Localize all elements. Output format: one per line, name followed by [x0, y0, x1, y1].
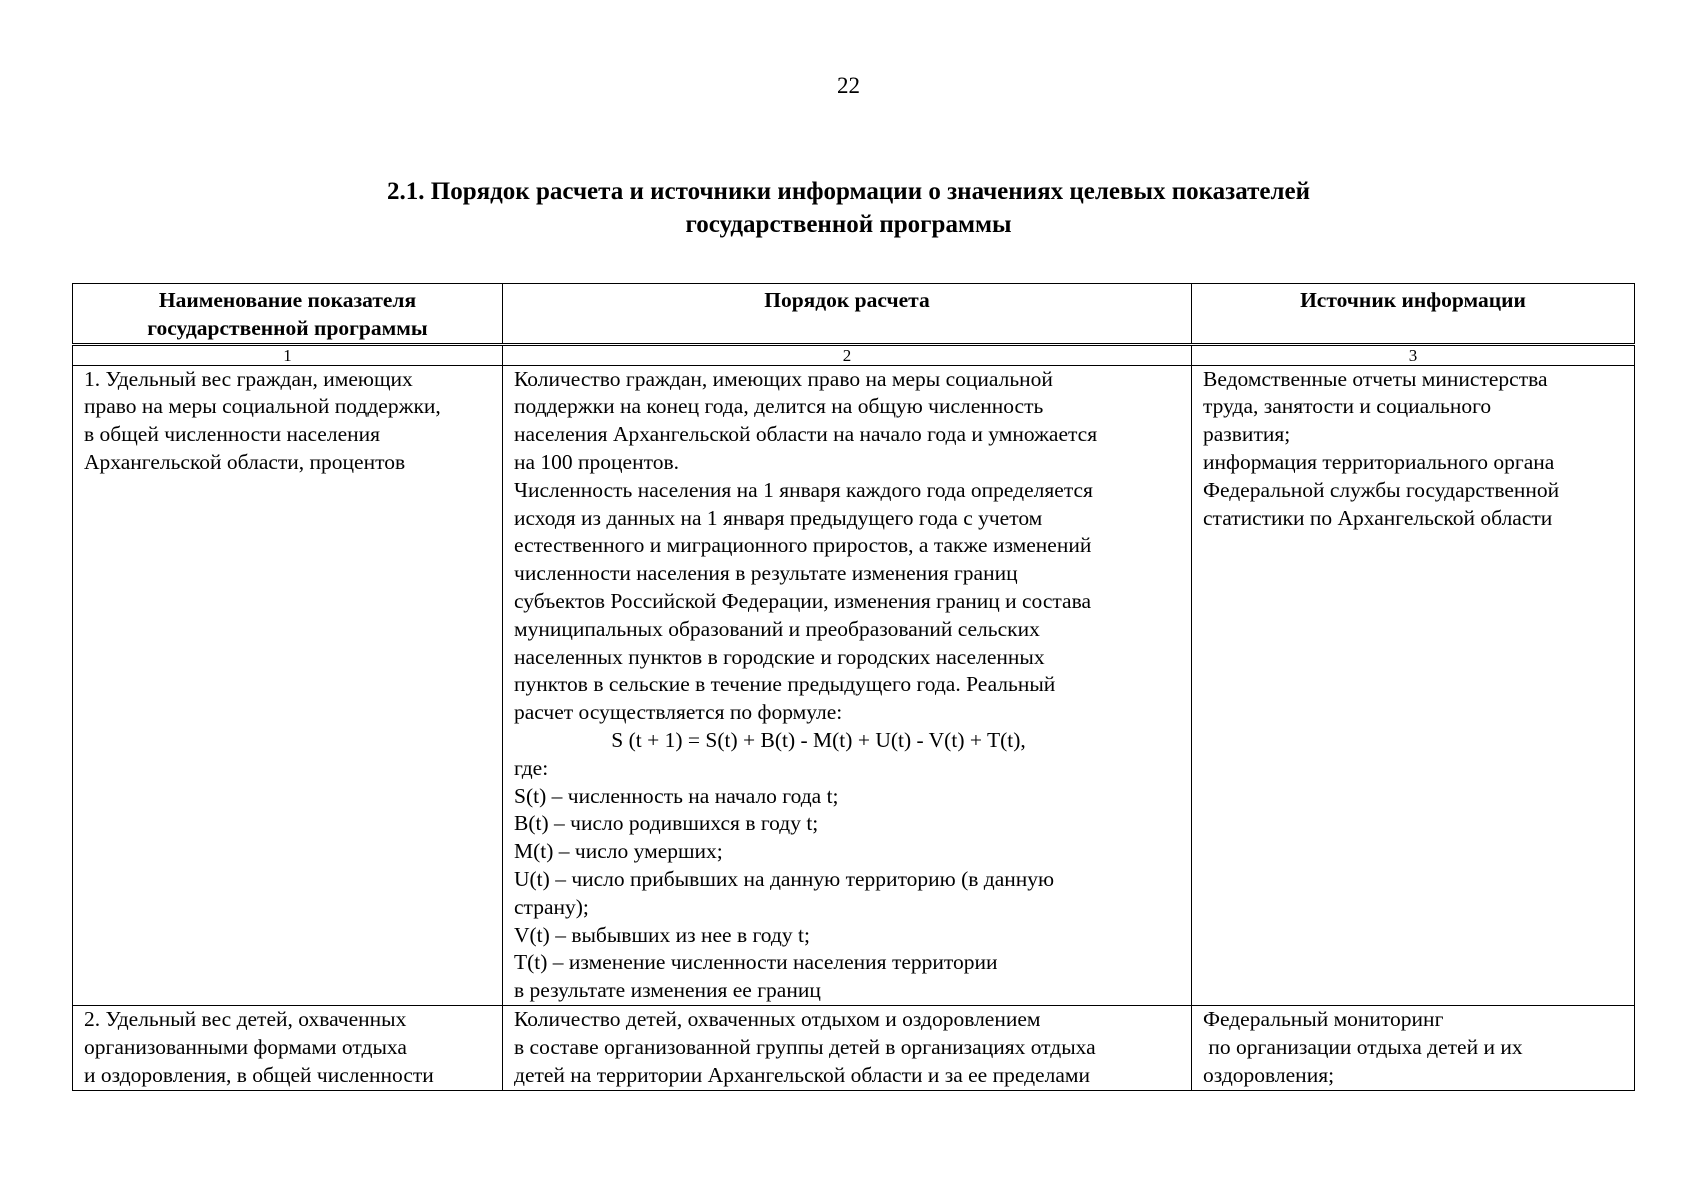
- text-line: в результате изменения ее границ: [514, 978, 821, 1003]
- text-line: естественного и миграционного приростов, а также изменений: [514, 533, 1092, 558]
- text-line: детей на территории Архангельской области и за ее пределами: [514, 1062, 1090, 1087]
- text-line: муниципальных образований и преобразований сельских: [514, 616, 1040, 641]
- column-number: 3: [1192, 344, 1635, 365]
- text-line: пунктов в сельские в течение предыдущего года. Реальный: [514, 672, 1056, 697]
- text-line: и оздоровления, в общей численности: [84, 1062, 434, 1087]
- calculation-cell: [503, 365, 1192, 1005]
- population-formula: S (t + 1) = S(t) + B(t) - M(t) + U(t) - V(t) + T(t),: [611, 727, 1026, 752]
- text-line: Федеральный мониторинг: [1203, 1006, 1444, 1031]
- text-line: U(t) – число прибывших на данную территорию (в данную: [514, 866, 1055, 891]
- text-line: Архангельской области, процентов: [84, 449, 406, 474]
- text-line: M(t) – число умерших;: [514, 839, 723, 864]
- table-row: [73, 365, 1635, 1005]
- indicator-name-cell: [73, 1005, 503, 1090]
- header-indicator-name-line-1: Наименование показателя: [158, 288, 417, 312]
- text-line: где:: [514, 755, 549, 780]
- text-line: населенных пунктов в городские и городских населенных: [514, 644, 1045, 669]
- text-line: в общей численности населения: [84, 422, 381, 447]
- text-line: S(t) – численность на начало года t;: [514, 783, 839, 808]
- text-line: труда, занятости и социального: [1203, 394, 1492, 419]
- text-line: населения Архангельской области на начало года и умножается: [514, 422, 1098, 447]
- text-line: V(t) – выбывших из нее в году t;: [514, 922, 810, 947]
- text-line: развития;: [1203, 422, 1291, 447]
- text-line: статистики по Архангельской области: [1203, 505, 1553, 530]
- indicator-name-cell: [73, 365, 503, 1005]
- calculation-cell: [503, 1005, 1192, 1090]
- text-line: расчет осуществляется по формуле:: [514, 700, 843, 725]
- header-information-source: Источник информации: [1192, 284, 1635, 345]
- column-number: 2: [503, 344, 1192, 365]
- header-indicator-name: [73, 284, 503, 345]
- text-line: информация территориального органа: [1203, 449, 1555, 474]
- section-title-line-2: государственной программы: [685, 211, 1012, 238]
- table-header-row: [73, 284, 1635, 345]
- text-line: 2. Удельный вес детей, охваченных: [84, 1006, 407, 1031]
- text-line: Численность населения на 1 января каждого года определяется: [514, 477, 1093, 502]
- text-line: организованными формами отдыха: [84, 1034, 407, 1059]
- information-source-cell: [1192, 365, 1635, 1005]
- text-line: Федеральной службы государственной: [1203, 477, 1560, 502]
- text-line: Ведомственные отчеты министерства: [1203, 366, 1548, 391]
- text-line: субъектов Российской Федерации, изменения границ и состава: [514, 588, 1091, 613]
- text-line: исходя из данных на 1 января предыдущего года с учетом: [514, 505, 1043, 530]
- column-number: 1: [73, 344, 503, 365]
- page-number: 22: [837, 73, 860, 98]
- text-line: по организации отдыха детей и их: [1203, 1034, 1523, 1059]
- text-line: страну);: [514, 894, 589, 919]
- header-indicator-name-line-2: государственной программы: [147, 315, 428, 340]
- column-numbers-row: [73, 344, 1635, 365]
- header-calculation-method: Порядок расчета: [503, 284, 1192, 345]
- section-title: [0, 175, 1697, 241]
- information-source-cell: [1192, 1005, 1635, 1090]
- section-title-line-1: 2.1. Порядок расчета и источники информации о значениях целевых показателей: [387, 178, 1310, 205]
- text-line: Количество детей, охваченных отдыхом и оздоровлением: [514, 1006, 1041, 1031]
- text-line: 1. Удельный вес граждан, имеющих: [84, 366, 413, 391]
- text-line: численности населения в результате изменения границ: [514, 561, 1018, 586]
- text-line: поддержки на конец года, делится на общую численность: [514, 394, 1044, 419]
- text-line: Количество граждан, имеющих право на меры социальной: [514, 366, 1053, 391]
- text-line: T(t) – изменение численности населения территории: [514, 950, 998, 975]
- text-line: право на меры социальной поддержки,: [84, 394, 441, 419]
- indicators-table: [72, 283, 1635, 1091]
- text-line: на 100 процентов.: [514, 449, 679, 474]
- table-row: [73, 1005, 1635, 1090]
- text-line: оздоровления;: [1203, 1062, 1335, 1087]
- text-line: B(t) – число родившихся в году t;: [514, 811, 819, 836]
- text-line: в составе организованной группы детей в организациях отдыха: [514, 1034, 1096, 1059]
